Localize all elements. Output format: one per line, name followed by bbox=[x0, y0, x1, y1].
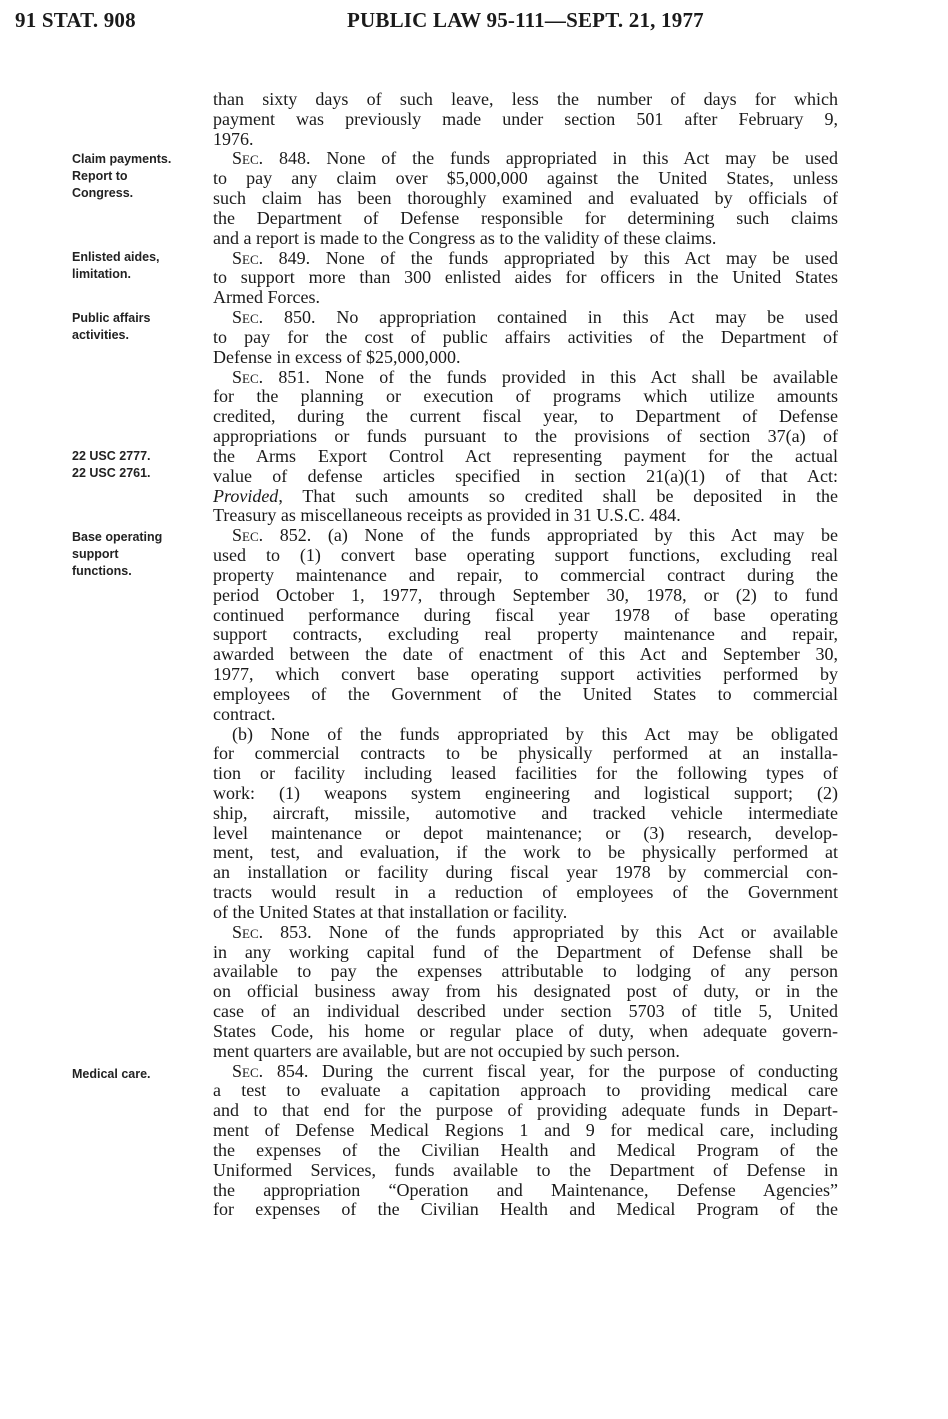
section-label: Sec. bbox=[232, 1060, 264, 1081]
section-label: Sec. bbox=[232, 148, 264, 169]
text-line: to support more than 300 enlisted aides for officers in the United States bbox=[213, 267, 838, 288]
text-line: (b) None of the funds appropriated by this Act may be obligated bbox=[232, 723, 838, 744]
text-line: tion or facility including leased facilities for the following types of bbox=[213, 763, 838, 784]
margin-note-line: Public affairs bbox=[72, 311, 151, 325]
text-line: and to that end for the purpose of providing adequate funds in Depart- bbox=[213, 1100, 838, 1121]
section-label: Sec. bbox=[232, 525, 264, 546]
paragraph bbox=[213, 90, 838, 149]
text-line: of the United States at that installation or facility. bbox=[213, 901, 568, 922]
text-line: Treasury as miscellaneous receipts as provided in 31 U.S.C. 484. bbox=[213, 505, 681, 526]
text-line: ment quarters are available, but are not occupied by such person. bbox=[213, 1040, 680, 1061]
text-line: Sec. 853. None of the funds appropriated by this Act or available bbox=[232, 921, 838, 942]
text-line: such claim has been thoroughly examined and evaluated by officials of bbox=[213, 188, 838, 209]
text-line: contract. bbox=[213, 703, 276, 724]
text-line: Armed Forces. bbox=[213, 287, 320, 308]
text-line: awarded between the date of enactment of this Act and September 30, bbox=[213, 644, 838, 665]
paragraph bbox=[213, 249, 838, 308]
text-line: Uniformed Services, funds available to the Department of Defense in bbox=[213, 1159, 838, 1180]
text-line: in any working capital fund of the Department of Defense shall be bbox=[213, 941, 838, 962]
margin-note bbox=[72, 529, 162, 580]
text-line: the Arms Export Control Act representing payment for the actual bbox=[213, 445, 838, 466]
margin-note bbox=[72, 249, 160, 283]
margin-note-line: 22 USC 2777. bbox=[72, 449, 151, 463]
text-line: the Department of Defense responsible for determining such claims bbox=[213, 207, 838, 228]
text-line: the appropriation “Operation and Maintenance, Defense Agencies” bbox=[213, 1179, 838, 1200]
text-line: on official business away from his designated post of duty, or in the bbox=[213, 981, 838, 1002]
text-line: for expenses of the Civilian Health and Medical Program of the bbox=[213, 1199, 838, 1220]
section-label: Sec. bbox=[232, 307, 264, 328]
text-line: ment, test, and evaluation, if the work to be physically performed at bbox=[213, 842, 838, 863]
paragraph bbox=[213, 923, 838, 1062]
text-line: Sec. 852. (a) None of the funds appropriated by this Act may be bbox=[232, 525, 838, 546]
text-line: credited, during the current fiscal year, to Department of Defense bbox=[213, 406, 838, 427]
paragraph bbox=[213, 1062, 838, 1221]
text-line: Provided, That such amounts so credited shall be deposited in the bbox=[213, 485, 838, 506]
margin-note-line: activities. bbox=[72, 328, 129, 342]
text-line: support contracts, excluding real property maintenance and repair, bbox=[213, 624, 838, 645]
margin-note-line: support bbox=[72, 547, 119, 561]
paragraph bbox=[213, 725, 838, 923]
text-line: Defense in excess of $25,000,000. bbox=[213, 346, 461, 367]
margin-note-line: Base operating bbox=[72, 530, 163, 544]
section-label: Sec. bbox=[232, 366, 264, 387]
proviso-term: Provided bbox=[213, 485, 279, 506]
text-line: continued performance during fiscal year 1978 of base operating bbox=[213, 604, 838, 625]
margin-note-line: functions. bbox=[72, 564, 132, 578]
text-line: payment was previously made under section 501 after February 9, bbox=[213, 108, 838, 129]
text-line: ship, aircraft, missile, automotive and tracked vehicle intermediate bbox=[213, 802, 838, 823]
text-line: than sixty days of such leave, less the number of days for which bbox=[213, 89, 838, 109]
running-title: PUBLIC LAW 95-111—SEPT. 21, 1977 bbox=[347, 8, 704, 32]
text-line: 1976. bbox=[213, 128, 254, 149]
section-label: Sec. bbox=[232, 921, 264, 942]
text-line: work: (1) weapons system engineering and logistical support; (2) bbox=[213, 782, 838, 803]
text-line: Sec. 850. No appropriation contained in this Act may be used bbox=[232, 307, 838, 328]
margin-note-line: Report to bbox=[72, 169, 128, 183]
margin-note bbox=[72, 310, 151, 344]
text-line: 1977, which convert base operating support activities performed by bbox=[213, 664, 838, 685]
text-line: property maintenance and repair, to commercial contract during the bbox=[213, 564, 838, 585]
text-line: for commercial contracts to be physically performed at an installa- bbox=[213, 743, 838, 764]
margin-note-line: Congress. bbox=[72, 186, 134, 200]
text-line: available to pay the expenses attributable to lodging of any person bbox=[213, 961, 838, 982]
paragraph bbox=[213, 368, 838, 527]
text-line: value of defense articles specified in section 21(a)(1) of that Act: bbox=[213, 465, 838, 486]
text-line: for the planning or execution of programs which utilize amounts bbox=[213, 386, 838, 407]
margin-note bbox=[72, 151, 171, 202]
text-line: and a report is made to the Congress as to the validity of these claims. bbox=[213, 227, 717, 248]
text-line: employees of the Government of the United States to commercial bbox=[213, 683, 838, 704]
text-line: ment of Defense Medical Regions 1 and 9 for medical care, including bbox=[213, 1120, 838, 1141]
margin-note-line: Medical care. bbox=[72, 1067, 151, 1081]
text-line: used to (1) convert base operating support functions, excluding real bbox=[213, 545, 838, 566]
document-body bbox=[213, 90, 838, 1220]
text-line: an installation or facility during fiscal year 1978 by commercial con- bbox=[213, 862, 838, 883]
margin-note-line: Claim payments. bbox=[72, 152, 172, 166]
text-line: Sec. 851. None of the funds provided in this Act shall be available bbox=[232, 366, 838, 387]
text-line: to pay for the cost of public affairs activities of the Department of bbox=[213, 326, 838, 347]
margin-note-line: 22 USC 2761. bbox=[72, 466, 151, 480]
text-line: to pay any claim over $5,000,000 against the United States, unless bbox=[213, 168, 838, 189]
text-line: a test to evaluate a capitation approach to providing medical care bbox=[213, 1080, 838, 1101]
margin-note bbox=[72, 448, 151, 482]
text-line: case of an individual described under section 5703 of title 5, United bbox=[213, 1001, 838, 1022]
text-line: States Code, his home or regular place of duty, when adequate govern- bbox=[213, 1020, 838, 1041]
margin-note bbox=[72, 1066, 151, 1083]
paragraph bbox=[213, 308, 838, 367]
paragraph bbox=[213, 526, 838, 724]
margin-note-line: Enlisted aides, bbox=[72, 250, 160, 264]
text-line: Sec. 848. None of the funds appropriated in this Act may be used bbox=[232, 148, 838, 169]
text-line: period October 1, 1977, through September 30, 1978, or (2) to fund bbox=[213, 584, 838, 605]
text-line: Sec. 849. None of the funds appropriated by this Act may be used bbox=[232, 247, 838, 268]
text-line: level maintenance or depot maintenance; or (3) research, develop- bbox=[213, 822, 838, 843]
text-line: tracts would result in a reduction of employees of the Government bbox=[213, 882, 838, 903]
page-stat-number: 91 STAT. 908 bbox=[15, 8, 136, 32]
paragraph bbox=[213, 149, 838, 248]
text-line: Sec. 854. During the current fiscal year, for the purpose of conducting bbox=[232, 1060, 838, 1081]
section-label: Sec. bbox=[232, 247, 264, 268]
margin-note-line: limitation. bbox=[72, 267, 132, 281]
text-line: appropriations or funds pursuant to the provisions of section 37(a) of bbox=[213, 426, 838, 447]
text-line: the expenses of the Civilian Health and Medical Program of the bbox=[213, 1139, 838, 1160]
